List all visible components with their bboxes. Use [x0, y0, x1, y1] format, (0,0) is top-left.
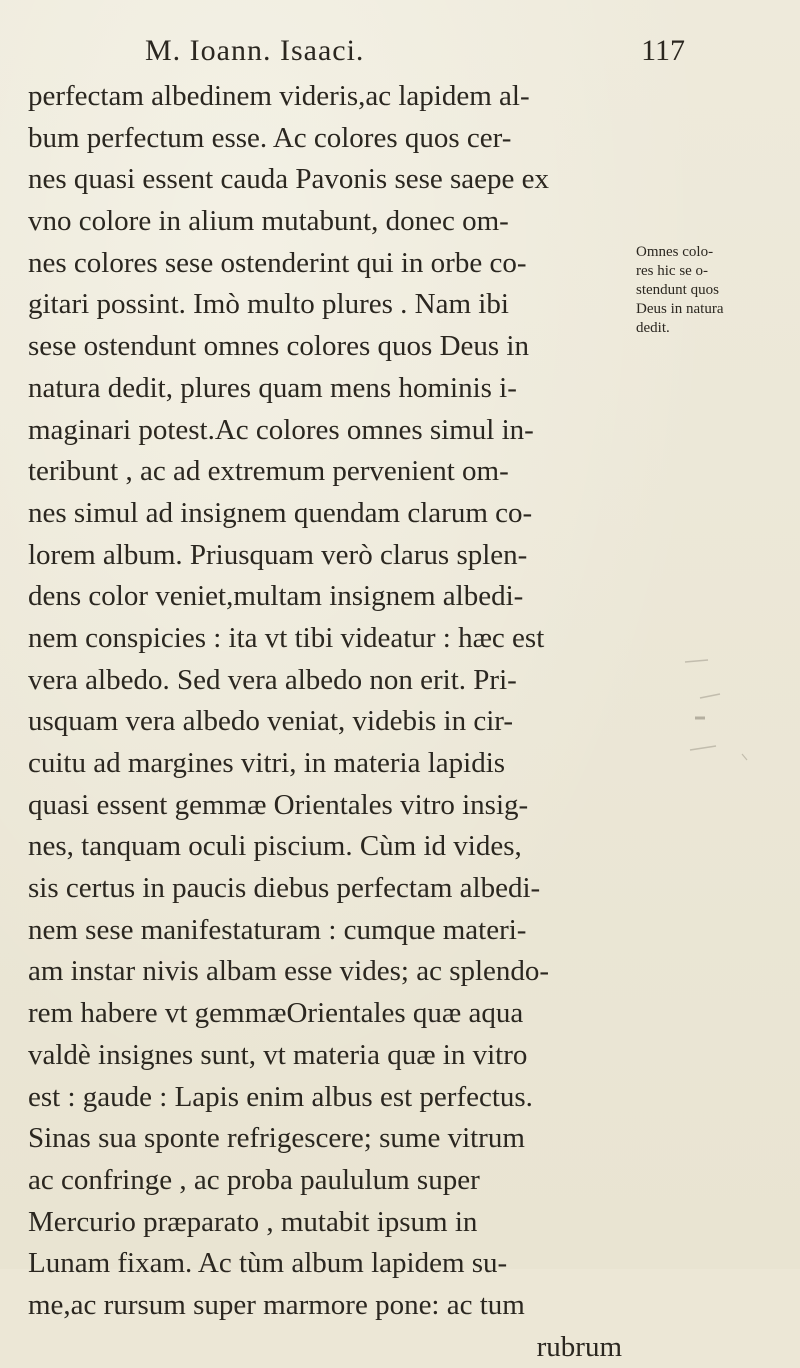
margin-note-line: Deus in natura — [636, 301, 724, 317]
text-line: me,ac rursum super marmore pone: ac tum — [28, 1288, 525, 1321]
text-line: nem conspicies : ita vt tibi videatur : hæc est — [28, 621, 545, 654]
text-line: lorem album. Priusquam verò clarus splen- — [28, 538, 528, 571]
text-line: teribunt , ac ad extremum pervenient om- — [28, 455, 509, 488]
page-header — [145, 34, 685, 74]
text-line: est : gaude : Lapis enim albus est perfectus. — [28, 1080, 533, 1113]
text-line: nes, tanquam oculi piscium. Cùm id vides, — [28, 830, 522, 863]
text-line: maginari potest.Ac colores omnes simul in- — [28, 413, 534, 446]
text-line: nes colores sese ostenderint qui in orbe co- — [28, 246, 527, 279]
text-line: rem habere vt gemmæOrientales quæ aqua — [28, 997, 524, 1030]
text-line: quasi essent gemmæ Orientales vitro insig- — [28, 788, 529, 821]
text-line: vno colore in alium mutabunt, donec om- — [28, 205, 509, 238]
text-line: valdè insignes sunt, vt materia quæ in vitro — [28, 1038, 528, 1071]
text-line: Sinas sua sponte refrigescere; sume vitrum — [28, 1122, 525, 1155]
page-number: 117 — [641, 34, 685, 67]
text-line: bum perfectum esse. Ac colores quos cer- — [28, 121, 512, 154]
text-line: ac confringe , ac proba paululum super — [28, 1163, 480, 1196]
text-line: am instar nivis albam esse vides; ac splendo- — [28, 955, 550, 988]
text-line: Lunam fixam. Ac tùm album lapidem su- — [28, 1247, 508, 1280]
text-line: sese ostendunt omnes colores quos Deus in — [28, 330, 529, 363]
margin-note-line: stendunt quos — [636, 282, 719, 298]
text-line: usquam vera albedo veniat, videbis in cir- — [28, 705, 514, 738]
text-line: nem sese manifestaturam : cumque materi- — [28, 913, 527, 946]
show-through-marks — [680, 650, 770, 770]
running-head: M. Ioann. Isaaci. — [145, 34, 365, 67]
catchword: rubrum — [536, 1330, 622, 1363]
text-line: cuitu ad margines vitri, in materia lapidis — [28, 747, 506, 779]
margin-note — [636, 243, 786, 338]
text-line: sis certus in paucis diebus perfectam albedi- — [28, 872, 541, 905]
margin-note-line: Omnes colo- — [636, 244, 714, 260]
text-line: perfectam albedinem videris,ac lapidem al- — [28, 80, 530, 112]
margin-note-line: dedit. — [636, 320, 670, 336]
text-line: dens color veniet,multam insignem albedi- — [28, 580, 524, 613]
text-line: nes quasi essent cauda Pavonis sese saepe ex — [28, 163, 550, 196]
body-text — [28, 76, 628, 1368]
text-line: gitari possint. Imò multo plures . Nam ibi — [28, 288, 509, 321]
text-line: nes simul ad insignem quendam clarum co- — [28, 496, 533, 529]
text-line: Mercurio præparato , mutabit ipsum in — [28, 1205, 478, 1238]
text-line: vera albedo. Sed vera albedo non erit. Pri- — [28, 663, 517, 696]
text-line: natura dedit, plures quam mens hominis i- — [28, 371, 517, 404]
margin-note-line: res hic se o- — [636, 263, 709, 279]
